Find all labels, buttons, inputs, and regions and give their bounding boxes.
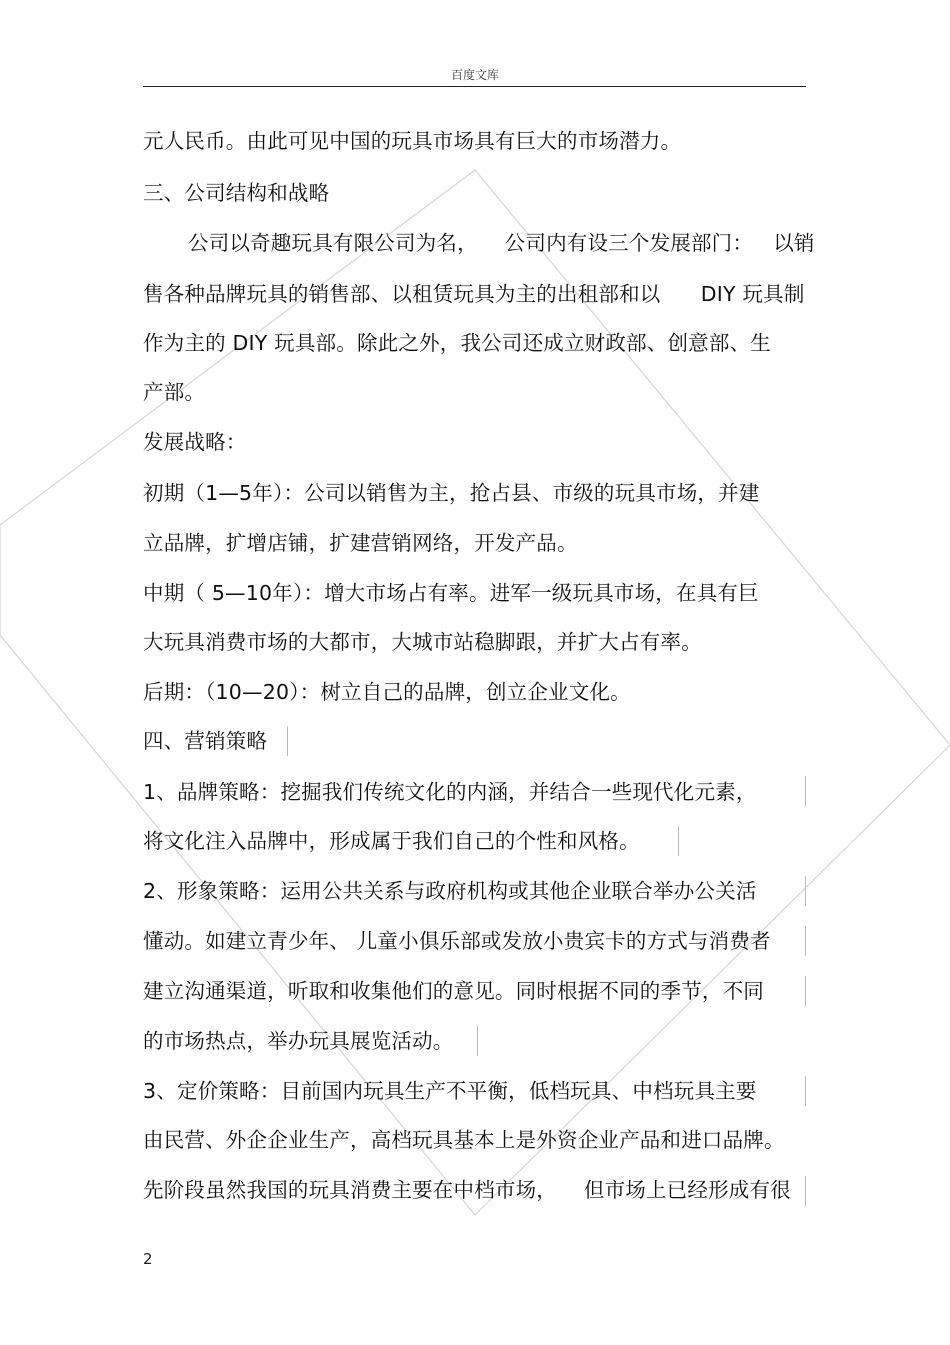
header-title: 百度文库 (450, 68, 499, 82)
text-line: 3、定价策略：目前国内玩具生产不平衡，低档玩具、中档玩具主要 (143, 1079, 757, 1103)
text-line: 懂动。如建立青少年、 儿童小俱乐部或发放小贵宾卡的方式与消费者 (143, 929, 771, 953)
scan-edge-mark (805, 926, 806, 956)
text-line: 发展战略： (143, 430, 247, 454)
text-line: 作为主的 DIY 玩具部。除此之外，我公司还成立财政部、创意部、生 (143, 331, 771, 355)
scan-edge-mark (678, 826, 679, 856)
text-line: 初期（1—5年）：公司以销售为主，抢占县、市级的玩具市场，并建 (143, 481, 760, 505)
text-line: 产部。 (143, 380, 206, 404)
text-line: 大玩具消费市场的大都市，大城市站稳脚跟，并扩大占有率。 (143, 630, 702, 654)
scan-edge-mark (477, 1026, 478, 1056)
scan-edge-mark (805, 776, 806, 806)
page-number: 2 (143, 1250, 153, 1268)
scan-edge-mark (287, 726, 288, 756)
text-line: 先阶段虽然我国的玩具消费主要在中档市场， 但市场上已经形成有很 (143, 1178, 791, 1202)
text-line: 售各种品牌玩具的销售部、以租赁玩具为主的出租部和以 DIY 玩具制 (143, 282, 805, 306)
text-line: 将文化注入品牌中，形成属于我们自己的个性和风格。 (143, 829, 640, 853)
header-rule (143, 86, 806, 87)
text-line: 1、品牌策略：挖掘我们传统文化的内涵，并结合一些现代化元素， (143, 780, 757, 804)
scan-edge-mark (805, 1176, 806, 1206)
text-line: 公司以奇趣玩具有限公司为名， 公司内有设三个发展部门： 以销 (188, 231, 815, 255)
text-line: 中期（ 5—10年）：增大市场占有率。进军一级玩具市场，在具有巨 (143, 581, 759, 605)
scan-edge-mark (805, 876, 806, 906)
text-line: 元人民币。由此可见中国的玩具市场具有巨大的市场潜力。 (143, 129, 682, 153)
text-line: 立品牌，扩增店铺，扩建营销网络，开发产品。 (143, 531, 578, 555)
text-line: 的市场热点，举办玩具展览活动。 (143, 1029, 454, 1053)
section-heading: 四、营销策略 (143, 729, 268, 753)
text-line: 后期：（10—20）：树立自己的品牌，创立企业文化。 (143, 680, 631, 704)
section-heading: 三、公司结构和战略 (143, 181, 330, 205)
text-line: 由民营、外企企业生产，高档玩具基本上是外资企业产品和进口品牌。 (143, 1128, 785, 1152)
scan-edge-mark (805, 976, 806, 1006)
scan-edge-mark (805, 1076, 806, 1106)
text-line: 2、形象策略：运用公共关系与政府机构或其他企业联合举办公关活 (143, 879, 757, 903)
text-line: 建立沟通渠道，听取和收集他们的意见。同时根据不同的季节，不同 (143, 979, 764, 1003)
